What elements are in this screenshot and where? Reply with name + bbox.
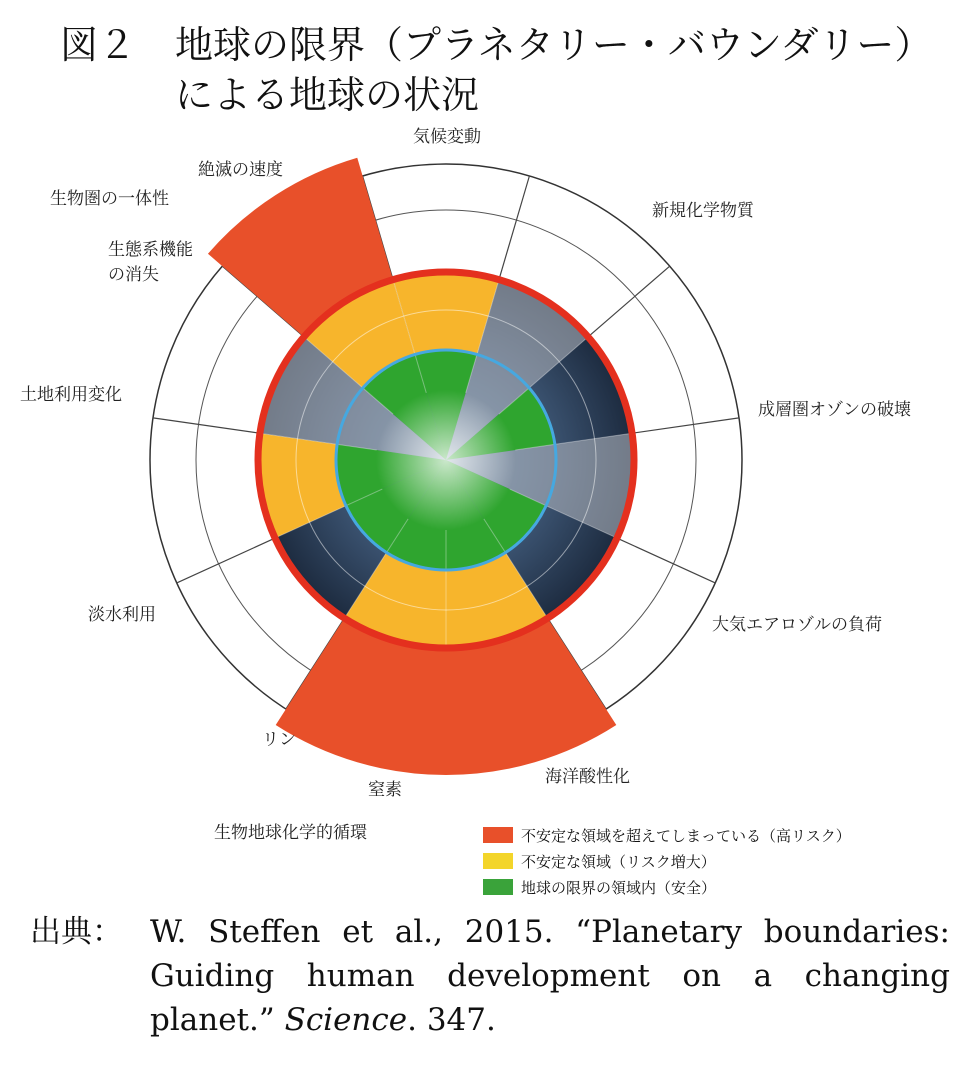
source-text: [150, 910, 950, 1042]
label-ocean-acidification: 海洋酸性化: [545, 767, 630, 787]
label-ozone-depletion: 成層圏オゾンの破壊: [758, 400, 911, 420]
legend: [483, 822, 851, 900]
label-extinction-rate: 絶滅の速度: [198, 160, 283, 180]
label-biosphere-integrity: 生物圏の一体性: [50, 189, 169, 209]
source-volume: . 347.: [407, 1002, 496, 1038]
label-nitrogen: 窒素: [368, 780, 402, 800]
label-climate-change: 気候変動: [413, 127, 481, 147]
label-freshwater-use: 淡水利用: [88, 605, 156, 625]
legend-label-safe: 地球の限界の領域内（安全）: [521, 878, 717, 897]
legend-item-safe: [483, 874, 851, 900]
legend-swatch-safe: [483, 879, 513, 895]
legend-swatch-increasing-risk: [483, 853, 513, 869]
source-journal: Science: [284, 1002, 408, 1038]
label-aerosol-loading: 大気エアロゾルの負荷: [712, 615, 882, 635]
label-phosphorus: リン: [262, 730, 296, 750]
figure-number: 図２: [60, 23, 137, 67]
label-novel-entities: 新規化学物質: [652, 201, 754, 221]
label-biogeochemical-flows: 生物地球化学的循環: [214, 823, 367, 843]
figure-title-line1: 地球の限界（プラネタリー・バウンダリー）: [175, 23, 933, 67]
label-land-system-change: 土地利用変化: [20, 385, 122, 405]
label-functional-diversity: 生態系機能の消失: [108, 240, 193, 285]
legend-swatch-high-risk: [483, 827, 513, 843]
source-reference: W. Steffen et al., 2015. “Planetary boundaries: Guiding human development on a changing planet.”: [150, 914, 950, 1038]
legend-label-increasing-risk: 不安定な領域（リスク増大）: [521, 852, 716, 871]
center-glow: [376, 390, 516, 530]
legend-label-high-risk: 不安定な領域を超えてしまっている（高リスク）: [521, 826, 851, 845]
source-label: 出典：: [30, 914, 123, 950]
figure-title-line2: による地球の状況: [175, 73, 480, 117]
legend-item-high-risk: [483, 822, 851, 848]
legend-item-increasing-risk: [483, 848, 851, 874]
